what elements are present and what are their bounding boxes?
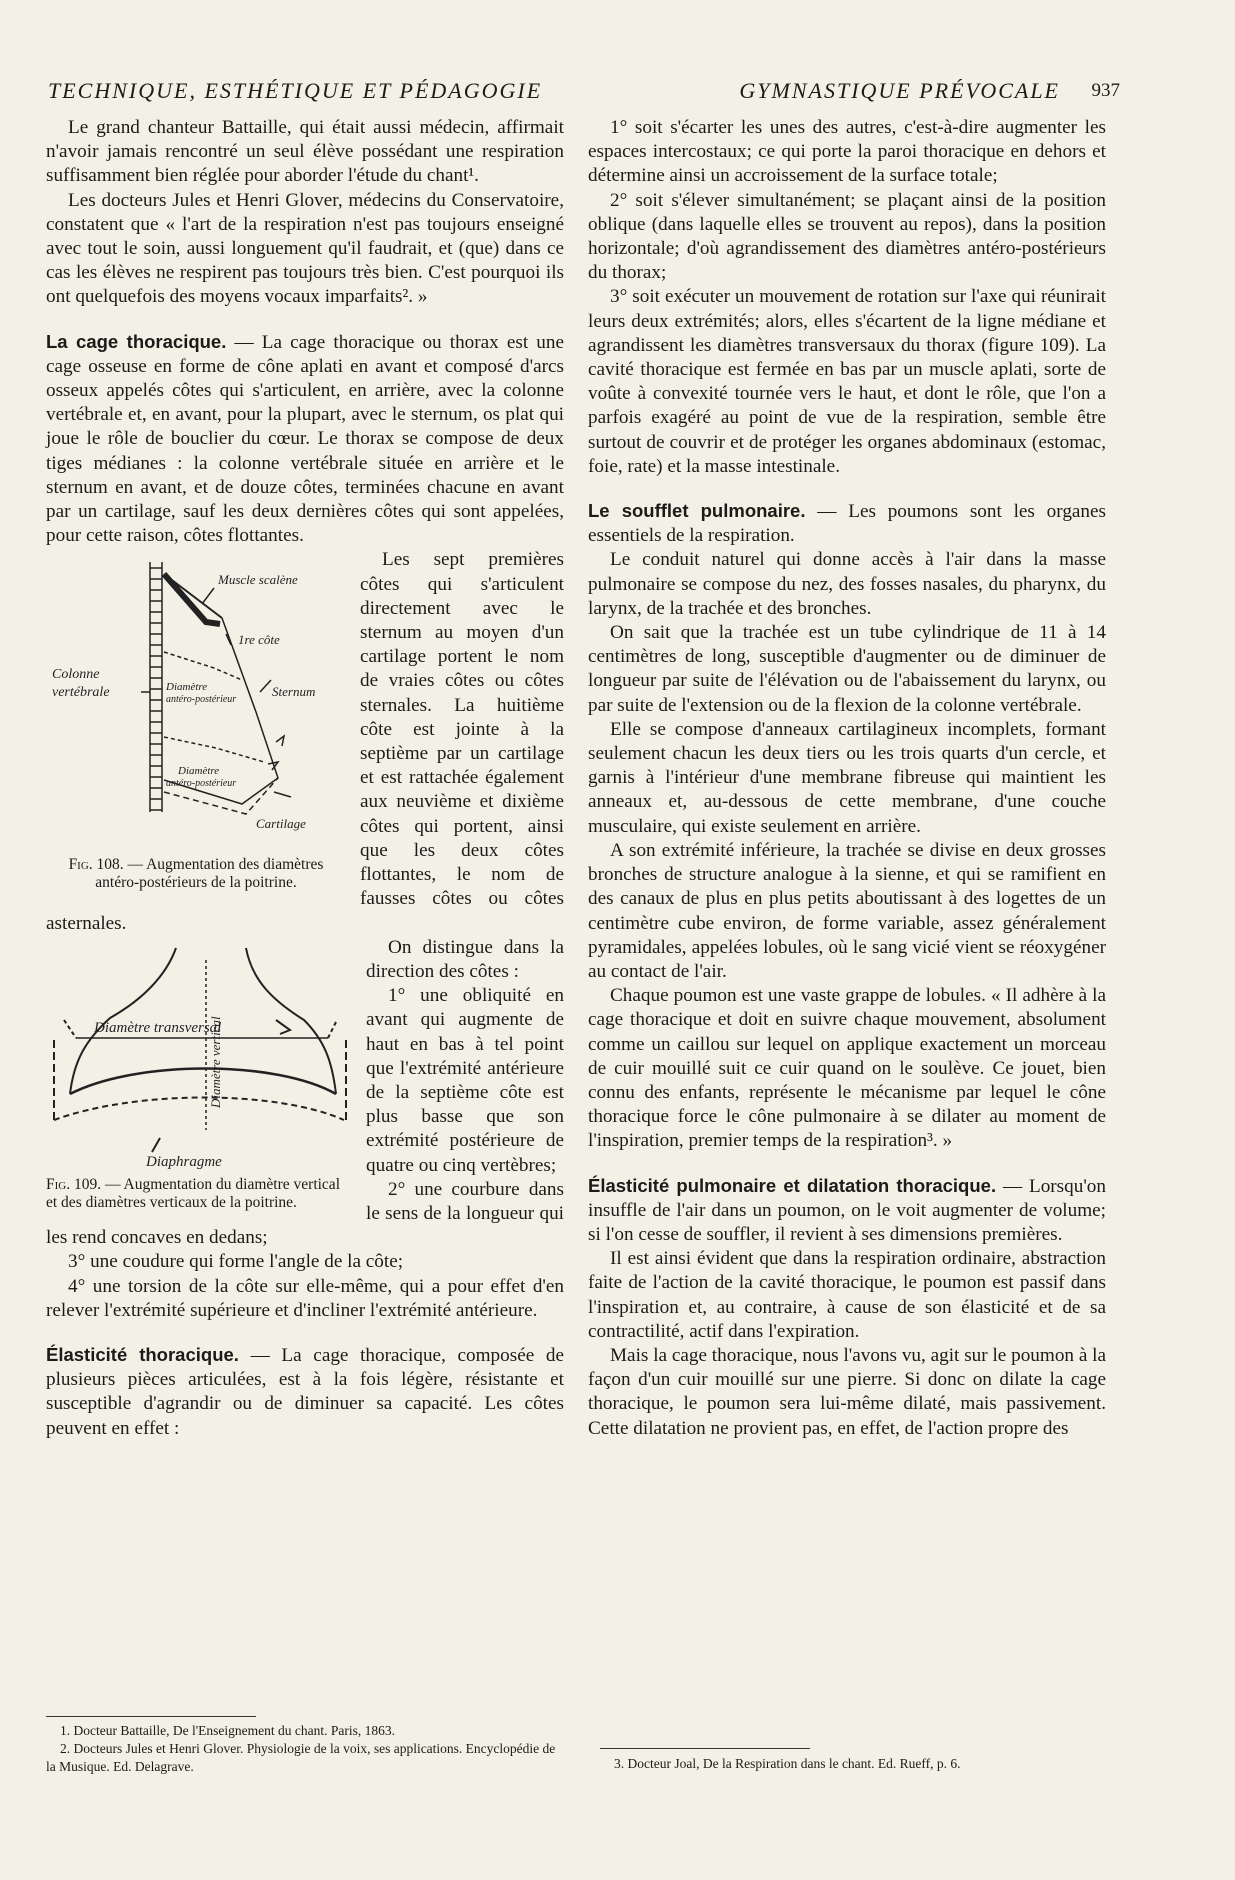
- paragraph-grappe: Chaque poumon est une vaste grappe de lobules. « Il adhère à la cage thoracique et doit en suivre chaque mouvement, absolument comme un caillou sur lequel on applique exactement un morceau de cuir mouillé suit ce cuir quand on le soulève. Ce jouet, bien connu des enfants, représente le mécanisme par lequel le cône thoracique force le cône pulmonaire à se dilater au moment de l'inspiration, premier temps de la respiration³. »: [588, 985, 1106, 1152]
- label-diametre-vertical: Diamètre vertical: [208, 1016, 223, 1108]
- cage-text-intro: — La cage thoracique ou thorax est une cage osseuse en forme de cône aplati en avant et composé d'arcs osseux appelés côtes qui s'articulent, en arrière, avec la colonne vertébrale et, en avant, pour la plupart, avec le sternum, os plat qui joue le rôle de bouclier du cœur. Le thorax se compose de deux tiges médianes : la colonne vertébrale située en arrière et le sternum en avant, et de douze côtes, terminées chacune en avant par un cartilage, sauf les deux dernières côtes qui sont appelées, pour cette raison, côtes flottantes.: [46, 331, 564, 547]
- section-heading-cage: La cage thoracique.: [46, 330, 227, 352]
- section-heading-soufflet: Le soufflet pulmonaire.: [588, 500, 806, 522]
- footnotes-right: [600, 1755, 1106, 1773]
- paragraph-direction-cotes: On distingue dans la direction des côtes :: [366, 936, 564, 982]
- label-premiere-cote: 1re côte: [238, 632, 280, 648]
- label-colonne: Colonne: [52, 667, 100, 683]
- label-sternum: Sternum: [272, 684, 316, 700]
- figure-109: [46, 940, 352, 1212]
- label-antero-posterieur-1: antéro-postérieur: [166, 694, 237, 706]
- footnotes-left: [46, 1722, 564, 1776]
- figure-108: [46, 552, 346, 892]
- header-left-title: TECHNIQUE, ESTHÉTIQUE ET PÉDAGOGIE: [48, 78, 543, 103]
- label-diaphragme: Diaphragme: [146, 1153, 222, 1170]
- figure-109-number: Fig. 109.: [46, 1175, 102, 1193]
- label-cartilage: Cartilage: [256, 816, 306, 832]
- figure-109-caption-text: — Augmentation du diamètre vertical et des diamètres verticaux de la poitrine.: [46, 1175, 340, 1211]
- left-column: [46, 116, 564, 1441]
- header-right-title: GYMNASTIQUE PRÉVOCALE: [739, 78, 1060, 103]
- figure-108-caption-text: — Augmentation des diamètres antéro-postérieurs de la poitrine.: [95, 856, 324, 892]
- footnote-rule-right: [600, 1748, 810, 1749]
- list-item-coudure: 3° une coudure qui forme l'angle de la côte;: [68, 1251, 404, 1273]
- label-muscle-scalene: Muscle scalène: [218, 572, 298, 588]
- paragraph-conduit: Le conduit naturel qui donne accès à l'air dans la masse pulmonaire se compose du nez, des fosses nasales, du pharynx, du larynx, de la trachée et des bronches.: [588, 549, 1106, 619]
- label-vertebrale: vertébrale: [52, 685, 110, 701]
- paragraph-respiration-ordinaire: Il est ainsi évident que dans la respiration ordinaire, abstraction faite de l'action de la cavité thoracique, le poumon est passif dans l'inspiration et, au contraire, à cause de son élasticité et de sa contractilité, actif dans l'expiration.: [588, 1248, 1106, 1342]
- section-heading-elasticite: Élasticité thoracique.: [46, 1343, 239, 1365]
- section-heading-elasticite-pulmonaire: Élasticité pulmonaire et dilatation thoracique.: [588, 1174, 997, 1196]
- list-item-courbure: 2° une courbure dans le sens de la longueur qui les rend concaves en dedans;: [46, 1178, 564, 1249]
- page-number: 937: [1091, 80, 1120, 101]
- paragraph-rotation: 3° soit exécuter un mouvement de rotation sur l'axe qui réunirait leurs deux extrémités; alors, elles s'écartent de la ligne médiane et agrandissent les diamètres transversaux du thorax (figure 109). La cavité thoracique est fermée en bas par un muscle aplati, sorte de voûte à convexité tournée vers le haut, et dont le rôle, que l'on a parfois exagéré au point de vue de la respiration, semble être surtout de couvrir et de protéger les organes abdominaux (estomac, foie, rate) et la masse intestinale.: [588, 286, 1106, 477]
- footnote-2: 2. Docteurs Jules et Henri Glover. Physiologie de la voix, ses applications. Encyclopédie de la Musique. Ed. Delagrave.: [46, 1741, 556, 1774]
- label-diametre-transversal: Diamètre transversal: [94, 1019, 222, 1036]
- paragraph-bronches: A son extrémité inférieure, la trachée se divise en deux grosses bronches de structure analogue à la sienne, et qui se ramifient en des canaux de plus en plus petits aboutissant à des logettes de un centimètre cube environ, de forme variable, assez généralement pyramidales, appelées lobules, où le sang vicié vient se réoxygéner au contact de l'air.: [588, 839, 1106, 982]
- figure-109-caption: [46, 1176, 352, 1212]
- paragraph-sept-cotes: Les sept premières côtes qui s'articulent directement avec le sternum au moyen d'un cartilage portent le nom de vraies côtes ou côtes sternales. La huitième côte est jointe à la septième par un cartilage et est rattachée également aux neuvième et dixième côtes qui portent, ainsi que les deux côtes flottantes, le nom de fausses côtes ou côtes asternales.: [46, 549, 564, 934]
- label-diametre-1: Diamètre: [166, 681, 208, 694]
- figure-108-drawing: [46, 552, 346, 852]
- elasticite-text: — La cage thoracique, composée de plusieurs pièces articulées, est à la fois légère, résistante et susceptible d'agrandir ou de diminuer sa capacité. Les côtes peuvent en effet :: [46, 1344, 564, 1439]
- right-column: [588, 116, 1106, 1441]
- list-item-torsion: 4° une torsion de la côte sur elle-même, qui a pour effet d'en relever l'extrémité supérieure et d'incliner l'extrémité antérieure.: [46, 1275, 564, 1321]
- paragraph-battaille: Le grand chanteur Battaille, qui était aussi médecin, affirmait n'avoir jamais rencontré un seul élève possédant une respiration suffisamment bien réglée pour aborder l'étude du chant¹.: [46, 117, 564, 187]
- footnote-1: 1. Docteur Battaille, De l'Enseignement du chant. Paris, 1863.: [60, 1723, 395, 1738]
- paragraph-glover: Les docteurs Jules et Henri Glover, médecins du Conservatoire, constatent que « l'art de la respiration n'est pas toujours enseigné avec tout le soin, aussi longuement qu'il faudrait, et (que) dans ce cas les élèves ne respirent pas toujours très bien. C'est pourquoi ils ont quelquefois des moyens vocaux imparfaits². »: [46, 189, 564, 308]
- label-diametre-2: Diamètre: [178, 765, 220, 778]
- list-item-obliquite: 1° une obliquité en avant qui augmente de haut en bas à tel point que l'extrémité antérieure de la septième côte est plus basse que son extrémité postérieure de quatre ou cinq vertèbres;: [366, 985, 564, 1176]
- paragraph-cuir-mouille: Mais la cage thoracique, nous l'avons vu, agit sur le poumon à la façon d'un cuir mouillé sur une pierre. Si donc on dilate la cage thoracique, le poumon sera lui-même dilaté, mais passivement. Cette dilatation ne provient pas, en effet, de l'action propre des: [588, 1344, 1106, 1439]
- figure-109-drawing: [46, 940, 352, 1172]
- paragraph-elever: 2° soit s'élever simultanément; se plaçant ainsi de la position oblique (dans laquelle elles se trouvent au repos), dans la position horizontale; d'où agrandissement des diamètres antéro-postérieurs du thorax;: [588, 189, 1106, 284]
- footnote-3: 3. Docteur Joal, De la Respiration dans le chant. Ed. Rueff, p. 6.: [614, 1756, 961, 1771]
- paragraph-ecarter: 1° soit s'écarter les unes des autres, c'est-à-dire augmenter les espaces intercostaux; ce qui porte la paroi thoracique en dehors et détermine ainsi un accroissement de la surface totale;: [588, 117, 1106, 187]
- paragraph-anneaux: Elle se compose d'anneaux cartilagineux incomplets, formant seulement chacun les deux tiers ou les trois quarts d'un cercle, et garnis à l'intérieur d'une membrane fibreuse qui maintient les anneaux et, au-dessous de cette membrane, d'une couche musculaire, qui existe seulement en arrière.: [588, 718, 1106, 837]
- elasticite-pulmonaire-text: — Lorsqu'on insuffle de l'air dans un poumon, on le voit augmenter de volume; si l'on cesse de souffler, il revient à ses dimensions premières.: [588, 1175, 1106, 1245]
- paragraph-trachee: On sait que la trachée est un tube cylindrique de 11 à 14 centimètres de long, susceptible d'augmenter ou de diminuer de longueur par suite de l'élévation ou de l'abaissement du larynx, ou par suite de l'extension ou de la flexion de la colonne vertébrale.: [588, 622, 1106, 716]
- footnote-rule-left: [46, 1716, 256, 1717]
- soufflet-text: — Les poumons sont les organes essentiels de la respiration.: [588, 501, 1106, 547]
- figure-108-caption: [46, 856, 346, 892]
- running-header: [48, 78, 1120, 108]
- label-antero-posterieur-2: antéro-postérieur: [166, 778, 237, 790]
- figure-108-number: Fig. 108.: [68, 856, 124, 874]
